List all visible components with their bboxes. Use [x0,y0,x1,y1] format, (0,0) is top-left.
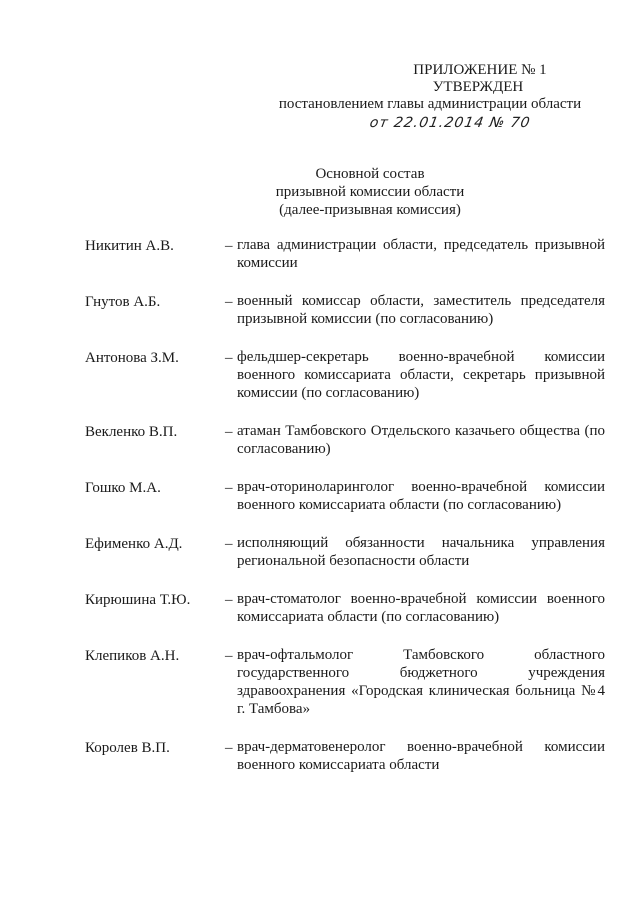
member-dash: – [225,592,233,608]
member-dash: – [225,536,233,552]
decree-label: постановлением главы администрации области [278,96,582,112]
member-entry [85,478,605,514]
title-line-1: Основной состав [315,166,425,182]
member-role: глава администрации области, председатель призывной комиссии [237,237,605,271]
member-role: военный комиссар области, заместитель председателя призывной комиссии (по согласованию) [237,293,605,327]
member-role: исполняющий обязанности начальника управления региональной безопасности области [237,535,605,569]
document-title [0,165,640,219]
handwritten-date-number: от 22.01.2014 № 70 [368,115,532,131]
member-dash: – [225,740,233,756]
member-dash: – [225,350,233,366]
member-role: атаман Тамбовского Отдельского казачьего общества (по согласованию) [237,423,605,457]
member-role: врач-стоматолог военно-врачебной комиссии военного комиссариата области (по согласованию) [237,591,605,625]
member-entry [85,534,605,570]
member-name: Гнутов А.Б. [85,294,161,310]
member-role: врач-офтальмолог Тамбовского областного государственного бюджетного учреждения здравоохранения «Городская клиническая больница №4 г. Тамбова» [237,647,605,717]
member-name: Ефименко А.Д. [85,536,183,552]
title-line-2: призывной комиссии области [275,184,465,200]
member-dash: – [225,480,233,496]
member-dash: – [225,238,233,254]
title-line-3: (далее-призывная комиссия) [279,202,461,218]
member-entry [85,348,605,402]
member-dash: – [225,294,233,310]
member-entry [85,738,605,774]
member-role: фельдшер-секретарь военно-врачебной комиссии военного комиссариата области, секретарь призывной комиссии (по согласованию) [237,349,605,401]
document-header [260,62,600,132]
member-name: Кирюшина Т.Ю. [85,592,191,608]
member-entry [85,292,605,328]
member-role: врач-дерматовенеролог военно-врачебной комиссии военного комиссариата области [237,739,605,773]
member-entry [85,422,605,458]
appendix-label: ПРИЛОЖЕНИЕ № 1 [413,62,547,78]
member-name: Антонова З.М. [85,350,179,366]
member-name: Векленко В.П. [85,424,178,440]
member-name: Клепиков А.Н. [85,648,180,664]
member-dash: – [225,424,233,440]
member-name: Королев В.П. [85,740,170,756]
member-entry [85,236,605,272]
member-name: Никитин А.В. [85,238,174,254]
member-dash: – [225,648,233,664]
member-entry [85,646,605,718]
member-role: врач-оториноларинголог военно-врачебной комиссии военного комиссариата области (по согласованию) [237,479,605,513]
approved-label: УТВЕРЖДЕН [432,79,524,95]
member-name: Гошко М.А. [85,480,161,496]
member-entry [85,590,605,626]
commission-member-list [85,236,605,794]
